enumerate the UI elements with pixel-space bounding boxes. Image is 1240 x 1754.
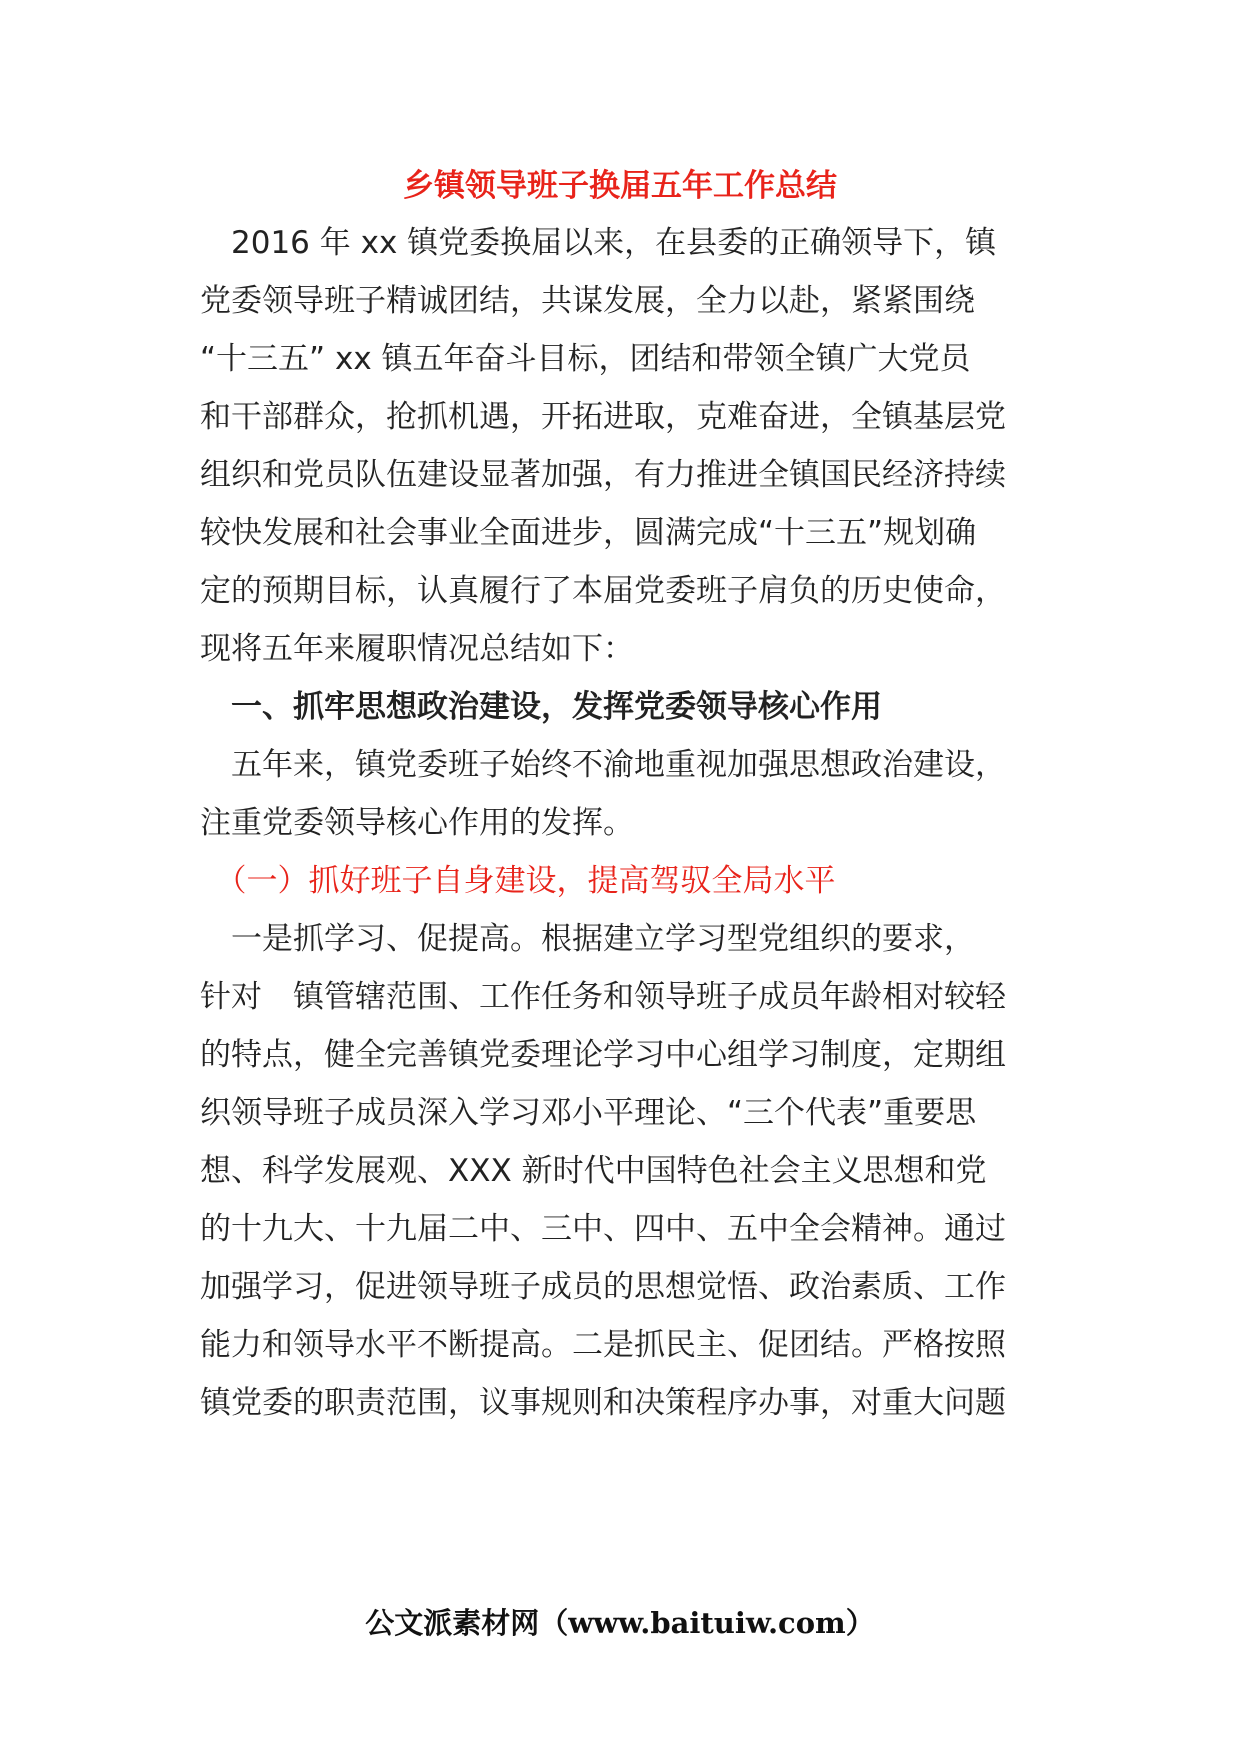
paragraph-line: 2016 年 xx 镇党委换届以来，在县委的正确领导下，镇 [200, 225, 997, 261]
paragraph-line: 定的预期目标，认真履行了本届党委班子肩负的历史使命， [200, 573, 1006, 609]
paragraph-line: 和干部群众，抢抓机遇，开拓进取，克难奋进，全镇基层党 [200, 399, 1006, 435]
paragraph-line: 组织和党员队伍建设显著加强，有力推进全镇国民经济持续 [200, 457, 1006, 493]
paragraph-line: 镇党委的职责范围，议事规则和决策程序办事，对重大问题 [200, 1385, 1006, 1421]
paragraph-line: 加强学习，促进领导班子成员的思想觉悟、政治素质、工作 [200, 1269, 1006, 1305]
paragraph-line: 党委领导班子精诚团结，共谋发展，全力以赴，紧紧围绕 [200, 283, 975, 319]
paragraph-line: 五年来，镇党委班子始终不渝地重视加强思想政治建设， [200, 747, 1006, 783]
paragraph-line: “十三五” xx 镇五年奋斗目标，团结和带领全镇广大党员 [200, 341, 971, 377]
paragraph-line: 注重党委领导核心作用的发挥。 [200, 805, 634, 841]
paragraph-line: 一是抓学习、促提高。根据建立学习型党组织的要求， [200, 921, 975, 957]
footer-watermark: 公文派素材网（www.baituiw.com） [365, 1606, 875, 1640]
paragraph-line: 现将五年来履职情况总结如下： [200, 631, 634, 667]
paragraph-line: 的特点，健全完善镇党委理论学习中心组学习制度，定期组 [200, 1037, 1006, 1073]
paragraph-line: 想、科学发展观、XXX 新时代中国特色社会主义思想和党 [200, 1153, 987, 1189]
subsection-heading-1: （一）抓好班子自身建设，提高驾驭全局水平 [200, 863, 836, 899]
section-heading-1: 一、抓牢思想政治建设，发挥党委领导核心作用 [200, 689, 882, 725]
paragraph-line: 较快发展和社会事业全面进步，圆满完成“十三五”规划确 [200, 515, 977, 551]
paragraph-line: 的十九大、十九届二中、三中、四中、五中全会精神。通过 [200, 1211, 1006, 1247]
document-title: 乡镇领导班子换届五年工作总结 [403, 168, 837, 204]
paragraph-line: 能力和领导水平不断提高。二是抓民主、促团结。严格按照 [200, 1327, 1006, 1363]
paragraph-line: 针对 镇管辖范围、工作任务和领导班子成员年龄相对较轻 [200, 979, 1006, 1015]
paragraph-line: 织领导班子成员深入学习邓小平理论、“三个代表”重要思 [200, 1095, 977, 1131]
